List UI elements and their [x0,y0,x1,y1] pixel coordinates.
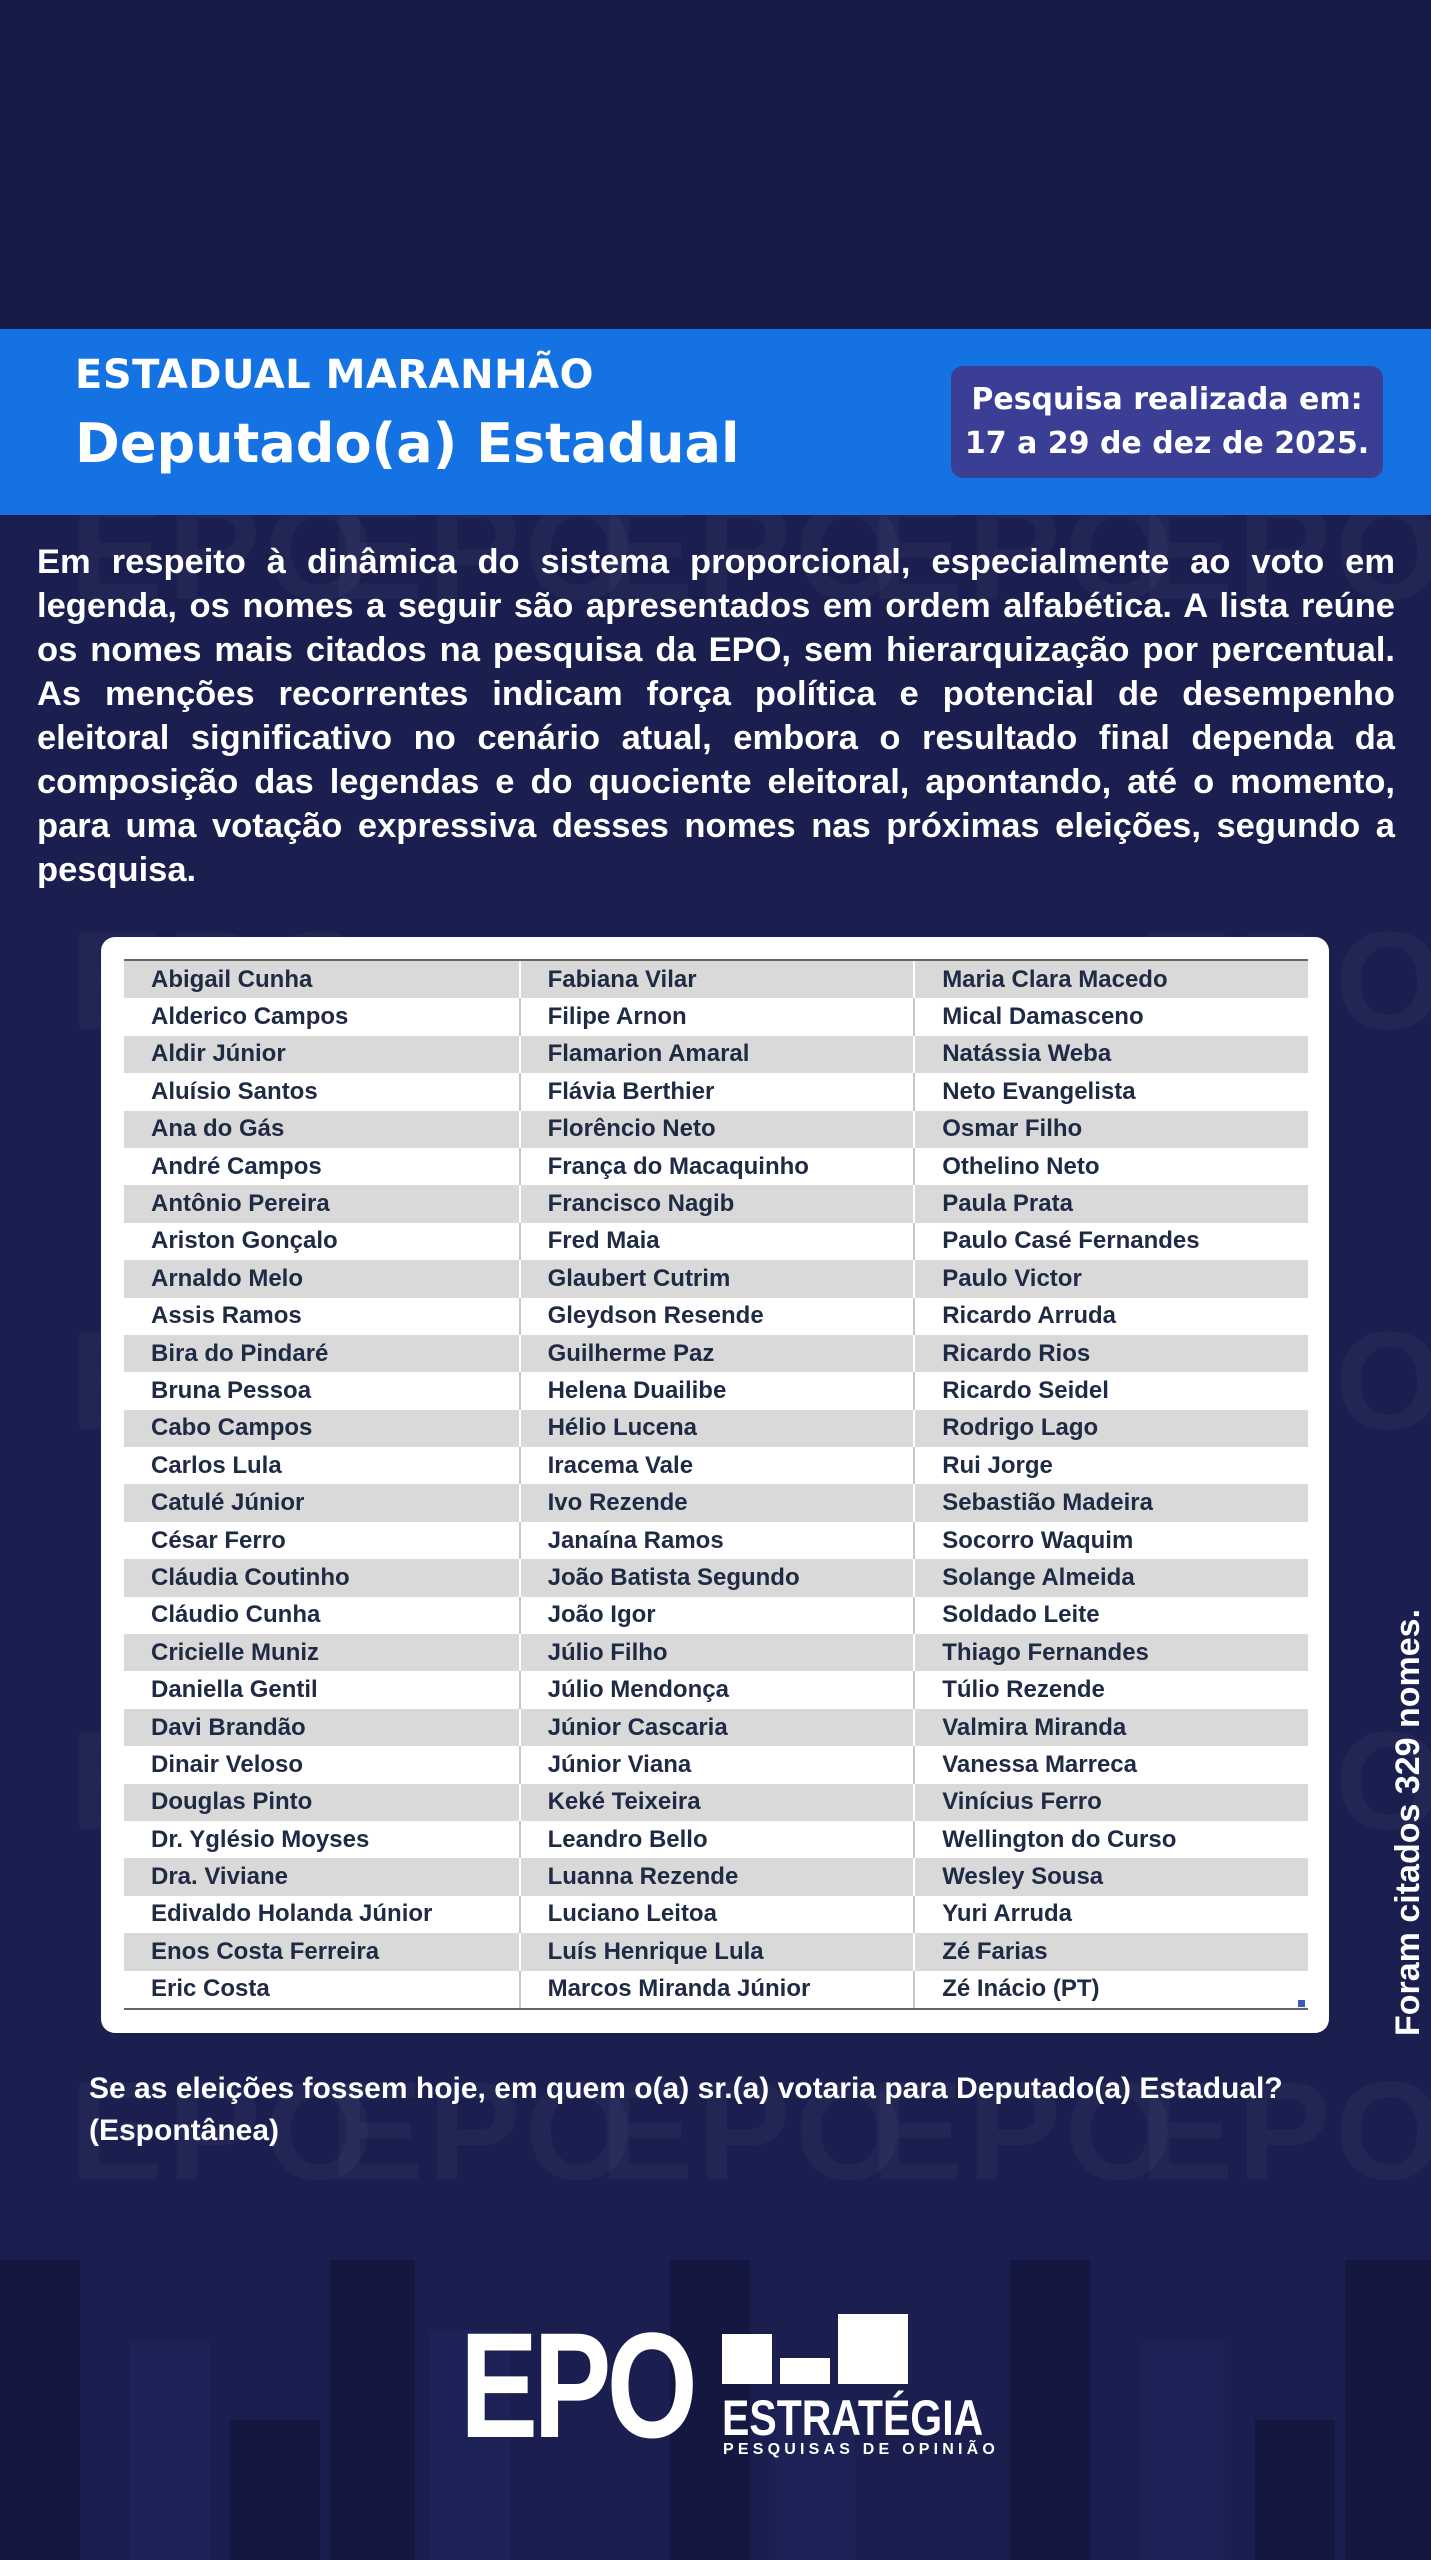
name-cell: André Campos [151,1152,322,1180]
name-cell: João Batista Segundo [519,1559,914,1596]
intro-paragraph: Em respeito à dinâmica do sistema proporcional, especialmente ao voto em legenda, os nomes a seguir são apresentados em ordem alfabética. A lista reúne os nomes mais citados na pesquisa da EPO, sem hierarquização por percentual. As menções recorrentes indicam força política e potencial de desempenho eleitoral significativo no cenário atual, embora o resultado final dependa da composição das legendas e do quociente eleitoral, apontando, até o momento, para uma votação expressiva desses nomes nas próximas eleições, segundo a pesquisa. [37,543,1395,889]
logo-tagline: PESQUISAS DE OPINIÃO [723,2441,1000,2458]
table-row [124,1148,1308,1185]
table-row [124,1971,1308,2008]
logo-block-small [722,2334,772,2384]
table-row [124,1784,1308,1821]
name-cell: Arnaldo Melo [151,1264,304,1292]
name-cell: Cabo Campos [151,1414,313,1442]
name-cell: Zé Farias [913,1933,1308,1970]
name-cell: Ariston Gonçalo [151,1227,338,1255]
name-cell: João Igor [519,1597,914,1634]
name-cell: Catulé Júnior [151,1489,305,1517]
name-cell: Dinair Veloso [151,1750,304,1778]
table-row [124,1335,1308,1372]
table-row [124,1185,1308,1222]
name-cell: Júlio Mendonça [519,1671,914,1708]
name-cell: Maria Clara Macedo [913,961,1308,998]
table-row [124,1746,1308,1783]
total-names-note: Foram citados 329 nomes. [1389,1608,1427,2036]
name-cell: Júnior Viana [519,1746,914,1783]
name-cell: Filipe Arnon [519,998,914,1035]
table-row [124,1447,1308,1484]
name-cell: Guilherme Paz [519,1335,914,1372]
table-row [124,1896,1308,1933]
name-cell: Assis Ramos [151,1302,302,1330]
name-cell: Mical Damasceno [913,998,1308,1035]
name-cell: Natássia Weba [913,1036,1308,1073]
name-cell: Bruna Pessoa [151,1376,312,1404]
name-cell: Dr. Yglésio Moyses [151,1825,370,1853]
name-cell: Júnior Cascaria [519,1709,914,1746]
name-cell: César Ferro [151,1526,286,1554]
name-cell: Antônio Pereira [151,1190,330,1218]
table-row [124,1260,1308,1297]
name-cell: Ricardo Arruda [913,1298,1308,1335]
names-table [124,959,1308,2010]
name-cell: Daniella Gentil [151,1676,318,1704]
table-corner-mark [1298,2000,1305,2007]
name-cell: Ivo Rezende [519,1484,914,1521]
name-cell: Flávia Berthier [519,1073,914,1110]
name-cell: Glaubert Cutrim [519,1260,914,1297]
name-cell: Paula Prata [913,1185,1308,1222]
name-cell: Cricielle Muniz [151,1638,320,1666]
name-cell: Alderico Campos [151,1003,349,1031]
name-cell: Carlos Lula [151,1451,282,1479]
name-cell: Marcos Miranda Júnior [519,1971,914,2008]
header-state: ESTADUAL MARANHÃO [75,352,595,398]
name-cell: Paulo Casé Fernandes [913,1223,1308,1260]
name-cell: Enos Costa Ferreira [151,1937,380,1965]
name-cell: Valmira Miranda [913,1709,1308,1746]
name-cell: Florêncio Neto [519,1111,914,1148]
name-cell: Paulo Victor [913,1260,1308,1297]
name-cell: Ana do Gás [151,1115,285,1143]
table-row [124,1671,1308,1708]
name-cell: Luciano Leitoa [519,1896,914,1933]
name-cell: Ricardo Rios [913,1335,1308,1372]
table-row [124,998,1308,1035]
name-cell: Iracema Vale [519,1447,914,1484]
logo-block-large [838,2314,908,2384]
table-row [124,961,1308,998]
table-row [124,1223,1308,1260]
name-cell: Edivaldo Holanda Júnior [151,1900,433,1928]
name-cell: Yuri Arruda [913,1896,1308,1933]
name-cell: Osmar Filho [913,1111,1308,1148]
name-cell: Eric Costa [151,1975,270,2003]
name-cell: Hélio Lucena [519,1410,914,1447]
table-row [124,1036,1308,1073]
survey-date-badge [951,366,1383,478]
name-cell: Vinícius Ferro [913,1784,1308,1821]
table-row [124,1709,1308,1746]
name-cell: Abigail Cunha [151,965,313,993]
logo-epo-text: EPO [460,2301,694,2469]
name-cell: Othelino Neto [913,1148,1308,1185]
top-background [0,0,1431,330]
name-cell: Luanna Rezende [519,1858,914,1895]
name-cell: Rodrigo Lago [913,1410,1308,1447]
table-row [124,1298,1308,1335]
name-cell: Júlio Filho [519,1634,914,1671]
name-cell: Keké Teixeira [519,1784,914,1821]
table-row [124,1559,1308,1596]
name-cell: Leandro Bello [519,1821,914,1858]
table-row [124,1484,1308,1521]
name-cell: Sebastião Madeira [913,1484,1308,1521]
name-cell: Aluísio Santos [151,1077,318,1105]
name-cell: Cláudia Coutinho [151,1563,350,1591]
table-row [124,1111,1308,1148]
logo-name: ESTRATÉGIA [722,2390,984,2446]
name-cell: Wellington do Curso [913,1821,1308,1858]
table-row [124,1522,1308,1559]
name-cell: Cláudio Cunha [151,1601,321,1629]
name-cell: Fred Maia [519,1223,914,1260]
name-cell: Socorro Waquim [913,1522,1308,1559]
header-role: Deputado(a) Estadual [75,412,740,475]
logo-block-bar [780,2358,830,2384]
table-row [124,1372,1308,1409]
name-cell: Davi Brandão [151,1713,306,1741]
name-cell: Ricardo Seidel [913,1372,1308,1409]
epo-logo [460,2301,1000,2469]
name-cell: Francisco Nagib [519,1185,914,1222]
name-cell: Douglas Pinto [151,1788,313,1816]
name-cell: Dra. Viviane [151,1863,288,1891]
name-cell: Thiago Fernandes [913,1634,1308,1671]
table-row [124,1634,1308,1671]
name-cell: Wesley Sousa [913,1858,1308,1895]
name-cell: Túlio Rezende [913,1671,1308,1708]
name-cell: Flamarion Amaral [519,1036,914,1073]
name-cell: França do Macaquinho [519,1148,914,1185]
survey-date-range: 17 a 29 de dez de 2025. [964,426,1370,461]
table-row [124,1597,1308,1634]
name-cell: Neto Evangelista [913,1073,1308,1110]
name-cell: Vanessa Marreca [913,1746,1308,1783]
table-row [124,1933,1308,1970]
survey-date-label: Pesquisa realizada em: [971,382,1363,417]
name-cell: Gleydson Resende [519,1298,914,1335]
table-row [124,1410,1308,1447]
name-cell: Rui Jorge [913,1447,1308,1484]
table-row [124,1073,1308,1110]
name-cell: Helena Duailibe [519,1372,914,1409]
name-cell: Luís Henrique Lula [519,1933,914,1970]
name-cell: Bira do Pindaré [151,1339,329,1367]
name-cell: Solange Almeida [913,1559,1308,1596]
table-row [124,1858,1308,1895]
name-cell: Soldado Leite [913,1597,1308,1634]
name-cell: Aldir Júnior [151,1040,286,1068]
name-cell: Janaína Ramos [519,1522,914,1559]
name-cell: Zé Inácio (PT) [913,1971,1308,2008]
table-row [124,1821,1308,1858]
name-cell: Fabiana Vilar [519,961,914,998]
survey-question: Se as eleições fossem hoje, em quem o(a) sr.(a) votaria para Deputado(a) Estadual? (Espontânea) [89,2072,1283,2147]
